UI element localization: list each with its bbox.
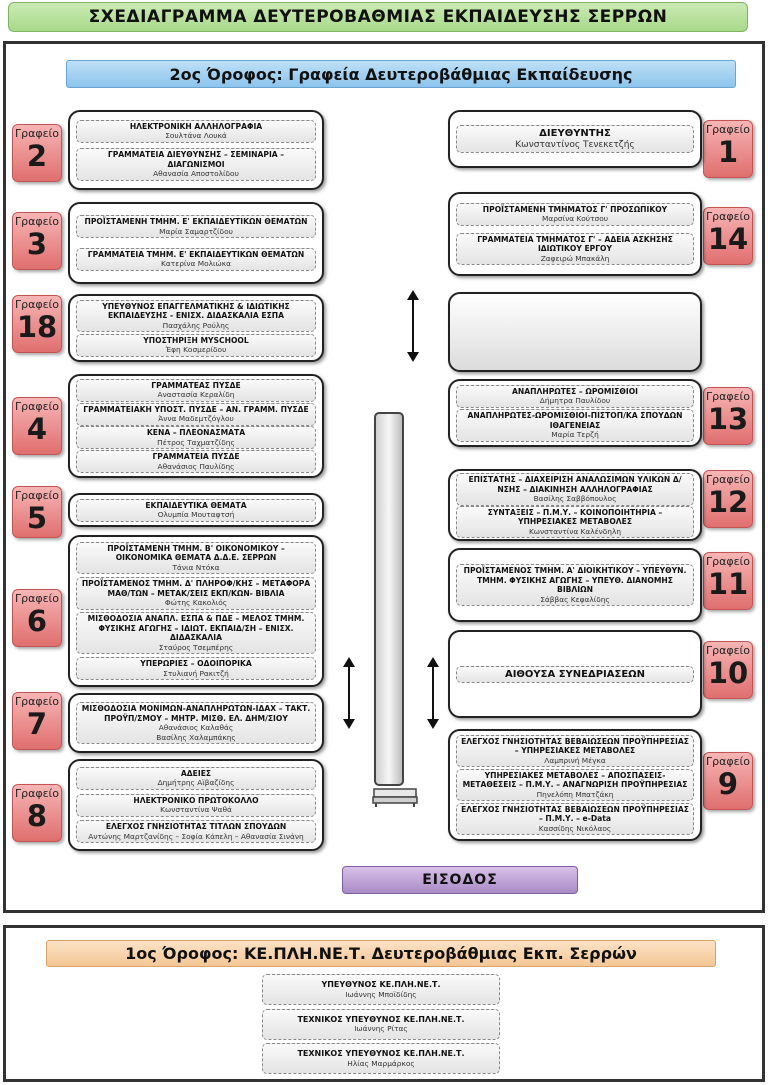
- office-label: Γραφείο: [14, 787, 60, 800]
- staff-name: Πηνελόπη Μπατζάκη: [536, 789, 614, 799]
- staff-entry: [76, 248, 316, 271]
- staff-entry: [456, 803, 694, 836]
- staff-entry: [76, 702, 316, 744]
- staff-name: Λαμπρινή Μέγκα: [544, 755, 606, 765]
- staff-role: ΥΠΕΡΩΡΙΕΣ – ΟΔΟΙΠΟΡΙΚΑ: [140, 659, 252, 669]
- office-number: 18: [16, 310, 58, 344]
- office-group: [68, 110, 324, 190]
- staff-name: Ολυμπία Μουταφτσή: [157, 510, 235, 519]
- staff-role: ΠΡΟΪΣΤΑΜΕΝΟΣ ΤΜΗΜ. Α' ΔΙΟΙΚΗΤΙΚΟΥ – ΥΠΕΥΘΥΝ. ΤΜΗΜ. ΦΥΣΙΚΗΣ ΑΓΩΓΗΣ – ΥΠΕΥΘ. ΔΙΑΝΟΜΗΣ ΒΙΒΛΙΩΝ: [463, 566, 687, 594]
- staff-role: ΥΠΕΥΘΥΝΟΣ ΕΠΑΓΓΕΛΜΑΤΙΚΗΣ & ΙΔΙΩΤΙΚΗΣ ΕΚΠΑΙΔΕΥΣΗΣ - ΕΝΙΣΧ. ΔΙΔΑΣΚΑΛΙΑ ΕΣΠΑ: [102, 301, 290, 320]
- staff-name: Ζαφειρώ Μπακάλη: [540, 253, 610, 263]
- staff-name: Κατερίνα Μολιώκα: [161, 259, 231, 269]
- staff-entry: [456, 769, 694, 802]
- staff-role: ΕΛΕΓΧΟΣ ΓΝΗΣΙΟΤΗΤΑΣ ΒΕΒΑΙΩΣΕΩΝ ΠΡΟΫΠΗΡΕΣΙΑΣ – Π.Μ.Υ. – e-Data: [461, 804, 689, 824]
- office-label: Γραφείο: [14, 400, 60, 413]
- staff-entry: ΤΕΧΝΙΚΟΣ ΥΠΕΥΘΥΝΟΣ ΚΕ.ΠΛΗ.ΝΕ.Τ. Ιωάννης Ρίτας: [262, 1009, 500, 1040]
- staff-entry: [456, 409, 694, 442]
- floor-1-title: 1ος Όροφος: ΚΕ.ΠΛΗ.ΝΕ.Τ. Δευτεροβάθμιας Εκπ. Σερρών: [46, 940, 716, 967]
- staff-name: Δήμητρα Παυλίδου: [539, 396, 611, 405]
- office-label: Γραφείο: [705, 123, 751, 136]
- staff-role: ΕΛΕΓΧΟΣ ΓΝΗΣΙΟΤΗΤΑΣ ΤΙΤΛΩΝ ΣΠΟΥΔΩΝ: [105, 822, 287, 832]
- office-label: Γραφείο: [14, 489, 60, 502]
- staff-entry: [76, 499, 316, 522]
- bench-icon: [372, 787, 418, 807]
- office-number: 10: [707, 656, 749, 690]
- office-tag: [703, 552, 753, 610]
- staff-name: Σάββας Κεφαλίδης: [540, 594, 610, 604]
- office-number: 8: [26, 799, 48, 833]
- office-number: 5: [26, 501, 48, 535]
- staff-entry: [456, 735, 694, 768]
- office-tag: [703, 752, 753, 810]
- office-number: 1: [717, 135, 739, 169]
- staff-name: Πασχάλης Ρούλης: [162, 320, 230, 330]
- staff-name: Σταύρος Τσεμπέρης: [158, 642, 234, 652]
- staff-role: ΗΛΕΚΤΡΟΝΙΚΗ ΑΛΛΗΛΟΓΡΑΦΙΑ: [129, 121, 263, 131]
- double-arrow-icon: [426, 657, 440, 729]
- office-group: [448, 729, 702, 841]
- office-label: Γραφείο: [705, 755, 751, 768]
- staff-entry: [76, 657, 316, 680]
- staff-role: ΕΛΕΓΧΟΣ ΓΝΗΣΙΟΤΗΤΑΣ ΒΕΒΑΙΩΣΕΩΝ ΠΡΟΫΠΗΡΕΣΙΑΣ – ΥΠΗΡΕΣΙΑΚΕΣ ΜΕΤΑΒΟΛΕΣ: [461, 736, 689, 756]
- office-tag: [12, 486, 62, 538]
- staff-role: ΥΠΗΡΕΣΙΑΚΕΣ ΜΕΤΑΒΟΛΕΣ – ΑΠΟΣΠΑΣΕΙΣ- ΜΕΤΑΘΕΣΕΙΣ – Π.Μ.Υ. – ΑΝΑΓΝΩΡΙΣΗ ΠΡΟΫΠΗΡΕΣΙΑΣ: [462, 770, 688, 790]
- staff-entry: [76, 300, 316, 333]
- office-tag: [12, 589, 62, 647]
- double-arrow-icon: [406, 290, 420, 362]
- staff-name: Σουλτάνα Λουκά: [165, 131, 227, 140]
- staff-entry: [456, 666, 694, 683]
- office-group: [68, 294, 324, 362]
- staff-entry: [456, 125, 694, 153]
- office-number: 2: [26, 139, 48, 173]
- office-label: Γραφείο: [14, 127, 60, 140]
- staff-name: Μαρία Σαμαρτζίδου: [159, 226, 233, 236]
- office-group: [448, 469, 702, 541]
- staff-name: Αντώνης Μαρτζανίδης – Σοφία Κάπελη – Αθανασία Σινάνη: [88, 831, 304, 841]
- office-group: [448, 630, 702, 718]
- staff-role: ΓΡΑΜΜΑΤΕΙΑ ΔΙΕΥΘΥΝΣΗΣ – ΣΕΜΙΝΑΡΙΑ – ΔΙΑΓΩΝΙΣΜΟΙ: [107, 150, 285, 169]
- staff-role: ΗΛΕΚΤΡΟΝΙΚΟ ΠΡΩΤΟΚΟΛΛΟ: [133, 795, 259, 805]
- office-number: 6: [26, 604, 48, 638]
- office-group: [448, 548, 702, 622]
- staff-role: ΓΡΑΜΜΑΤΕΙΑΚΗ ΥΠΟΣΤ. ΠΥΣΔΕ – ΑΝ. ΓΡΑΜΜ. ΠΥΣΔΕ: [83, 404, 309, 414]
- office-group: [448, 379, 702, 447]
- staff-role: ΕΠΙΣΤΑΤΗΣ – ΔΙΑΧΕΙΡΙΣΗ ΑΝΑΛΩΣΙΜΩΝ ΥΛΙΚΩΝ Δ/ΝΣΗΣ – ΔΙΑΚΙΝΗΣΗ ΑΛΛΗΛΟΓΡΑΦΙΑΣ: [468, 475, 682, 494]
- staff-name: Αθανάσιος Παυλίδης: [157, 461, 235, 471]
- staff-name: Κωνσταντίνα Καλένδηλη: [528, 526, 622, 536]
- staff-name: Πέτρος Ταχματζίδης: [157, 437, 235, 447]
- staff-role: ΥΠΟΣΤΗΡΙΞΗ MYSCHOOL: [143, 335, 249, 345]
- office-number: 12: [707, 485, 749, 519]
- staff-name: Δημήτρης Αϊβαζίδης: [157, 778, 235, 788]
- office-label: Γραφείο: [14, 215, 60, 228]
- staff-role: ΕΚΠΑΙΔΕΥΤΙΚΑ ΘΕΜΑΤΑ: [145, 500, 247, 510]
- floor-2-title: 2ος Όροφος: Γραφεία Δευτεροβάθμιας Εκπαίδευσης: [66, 60, 736, 88]
- staff-name: Μαρσίνα Κούτσου: [541, 214, 609, 224]
- staff-entry: [76, 612, 316, 654]
- staff-name: Μαρία Τερζή: [551, 430, 599, 439]
- staff-role: ΑΝΑΠΛΗΡΩΤΕΣ-ΩΡΟΜΙΣΘΙΟΙ-ΠΙΣΤΟΠ/ΚΑ ΣΠΟΥΔΩΝ ΙΘΑΓΕΝΕΙΑΣ: [467, 411, 683, 430]
- office-tag: [12, 212, 62, 270]
- office-group: [448, 110, 702, 168]
- kepl-staff-list: [262, 974, 500, 1074]
- staff-role: ΔΙΕΥΘΥΝΤΗΣ: [539, 128, 611, 139]
- office-tag: [12, 295, 62, 353]
- office-number: 7: [26, 707, 48, 741]
- staff-entry: ΤΕΧΝΙΚΟΣ ΥΠΕΥΘΥΝΟΣ ΚΕ.ΠΛΗ.ΝΕ.Τ. Ηλίας Μαρμάρκος: [262, 1043, 500, 1074]
- staff-entry: [76, 426, 316, 449]
- staff-role: ΓΡΑΜΜΑΤΕΙΑ ΤΜΗΜ. Ε' ΕΚΠΑΙΔΕΥΤΙΚΩΝ ΘΕΜΑΤΩΝ: [87, 249, 305, 259]
- staff-entry: [456, 506, 694, 539]
- double-arrow-icon: [342, 657, 356, 729]
- staff-entry: [76, 148, 316, 181]
- staff-entry: [456, 385, 694, 408]
- staff-role: ΑΙΘΟΥΣΑ ΣΥΝΕΔΡΙΑΣΕΩΝ: [504, 668, 646, 680]
- office-tag: [12, 692, 62, 750]
- staff-entry: [76, 542, 316, 575]
- office-number: 3: [26, 227, 48, 261]
- floor-1-plan: [3, 925, 765, 1082]
- staff-role: ΠΡΟΪΣΤΑΜΕΝΗ ΤΜΗΜ. Β' ΟΙΚΟΝΟΜΙΚΟΥ – ΟΙΚΟΝΟΜΙΚΑ ΘΕΜΑΤΑ Δ.Δ.Ε. ΣΕΡΡΩΝ: [107, 543, 285, 563]
- staff-entry: [76, 794, 316, 817]
- staff-role: ΠΡΟΪΣΤΑΜΕΝΗ ΤΜΗΜ. Ε' ΕΚΠΑΙΔΕΥΤΙΚΩΝ ΘΕΜΑΤΩΝ: [84, 217, 308, 227]
- staff-role: ΚΕΝΑ – ΠΛΕΟΝΑΣΜΑΤΑ: [146, 428, 246, 438]
- staff-name: Βασίλης Χαλαμπάκης: [156, 732, 236, 742]
- staff-name: Αθανάσιος Καλαθάς: [158, 723, 234, 732]
- staff-role: ΓΡΑΜΜΑΤΕΙΑ ΠΥΣΔΕ: [152, 452, 240, 462]
- office-number: 13: [707, 402, 749, 436]
- staff-entry: ΥΠΕΥΘΥΝΟΣ ΚΕ.ΠΛΗ.ΝΕ.Τ. Ιωάννης Μποϊδίδης: [262, 974, 500, 1005]
- office-group: [448, 192, 702, 276]
- office-label: Γραφείο: [14, 298, 60, 311]
- office-label: Γραφείο: [705, 555, 751, 568]
- staff-entry: [76, 767, 316, 790]
- staff-entry: [456, 564, 694, 606]
- office-number: 14: [707, 222, 749, 256]
- office-group: [68, 693, 324, 753]
- office-group: [68, 202, 324, 284]
- office-tag: [12, 784, 62, 842]
- staff-role: ΜΙΣΘΟΔΟΣΙΑ ΜΟΝΙΜΩΝ-ΑΝΑΠΛΗΡΩΤΩΝ-ΙΔΑΧ – ΤΑΚΤ. ΠΡΟΫΠ/ΣΜΟΥ – ΜΗΤΡ. ΜΙΣΘ. ΕΛ. ΔΗΜ/ΣΙΟΥ: [81, 704, 311, 723]
- staff-entry: [76, 379, 316, 402]
- staff-role: ΣΥΝΤΑΞΕΙΣ – Π.Μ.Υ. – ΚΟΙΝΟΠΟΙΗΤΗΡΙΑ – ΥΠΗΡΕΣΙΑΚΕΣ ΜΕΤΑΒΟΛΕΣ: [487, 507, 663, 526]
- floor-2-plan: [3, 41, 765, 913]
- staff-role: ΓΡΑΜΜΑΤΕΙΑ ΤΜΗΜΑΤΟΣ Γ' – ΑΔΕΙΑ ΑΣΚΗΣΗΣ ΙΔΙΩΤΙΚΟΥ ΕΡΓΟΥ: [477, 234, 673, 254]
- office-group: [68, 535, 324, 687]
- office-label: Γραφείο: [705, 210, 751, 223]
- staff-name: Βασίλης Σαββόπουλος: [533, 494, 617, 503]
- staff-role: ΠΡΟΪΣΤΑΜΕΝΟΣ ΤΜΗΜ. Δ' ΠΛΗΡΟΦ/ΚΗΣ – ΜΕΤΑΦΟΡΑ ΜΑΘ/ΤΩΝ – ΜΕΤΑΚ/ΣΕΙΣ ΕΚΠ/ΚΩΝ- ΒΙΒΛΙΑ: [81, 579, 311, 598]
- entrance-label: ΕΙΣΟΔΟΣ: [342, 866, 578, 894]
- office-tag: [703, 120, 753, 178]
- staff-role: ΑΔΕΙΕΣ: [180, 768, 212, 778]
- staff-name: Κωνσταντίνα Ψαθά: [160, 805, 232, 814]
- staff-entry: [76, 820, 316, 843]
- staff-name: Φώτης Κακολιός: [164, 598, 228, 608]
- office-group: [68, 374, 324, 478]
- staff-name: Στυλιανή Ρακιτζή: [163, 668, 229, 678]
- office-tag: [703, 641, 753, 699]
- office-label: Γραφείο: [14, 592, 60, 605]
- office-group: [68, 759, 324, 851]
- empty-room: [448, 292, 702, 372]
- staff-entry: [456, 233, 694, 266]
- staff-entry: [456, 473, 694, 506]
- staff-role: ΠΡΟΪΣΤΑΜΕΝΗ ΤΜΗΜΑΤΟΣ Γ' ΠΡΟΣΩΠΙΚΟΥ: [482, 204, 668, 214]
- office-label: Γραφείο: [705, 644, 751, 657]
- office-group: [68, 493, 324, 527]
- office-label: Γραφείο: [14, 695, 60, 708]
- office-number: 4: [26, 412, 48, 446]
- office-tag: [703, 387, 753, 445]
- staff-name: Αθανασία Αποστολίδου: [153, 169, 239, 178]
- staff-entry: [76, 120, 316, 143]
- staff-name: Έφη Κοσμερίδου: [165, 345, 227, 354]
- staff-name: Τάνια Ντόκα: [172, 562, 220, 572]
- staff-role: ΓΡΑΜΜΑΤΕΑΣ ΠΥΣΔΕ: [151, 380, 241, 390]
- staff-entry: [76, 450, 316, 473]
- staff-entry: [456, 203, 694, 226]
- office-tag: [703, 207, 753, 265]
- office-tag: [12, 397, 62, 455]
- staff-entry: [76, 577, 316, 610]
- page-title: ΣΧΕΔΙΑΓΡΑΜΜΑ ΔΕΥΤΕΡΟΒΑΘΜΙΑΣ ΕΚΠΑΙΔΕΥΣΗΣ ΣΕΡΡΩΝ: [8, 2, 748, 32]
- office-tag: [703, 470, 753, 528]
- staff-name: Άννα Μαδεμτζόγλου: [158, 414, 234, 424]
- staff-entry: [76, 334, 316, 357]
- corridor: [374, 412, 404, 786]
- office-number: 11: [707, 567, 749, 601]
- staff-name: Αναστασία Κεραλίδη: [157, 390, 235, 400]
- staff-name: Κωνσταντίνος Τενεκετζής: [515, 140, 635, 150]
- staff-name: Κασσίδης Νικόλαος: [538, 823, 612, 833]
- staff-role: ΑΝΑΠΛΗΡΩΤΕΣ – ΩΡΟΜΙΣΘΙΟΙ: [512, 386, 638, 396]
- staff-entry: [76, 403, 316, 426]
- staff-entry: [76, 215, 316, 238]
- staff-role: ΜΙΣΘΟΔΟΣΙΑ ΑΝΑΠΛ. ΕΣΠΑ & ΠΔΕ – ΜΕΛΟΣ ΤΜΗΜ. ΦΥΣΙΚΗΣ ΑΓΩΓΗΣ – ΙΔΙΩΤ. ΕΚΠΑΙΔ/ΣΗ – ΕΝΙΣΧ. ΔΙΔΑΣΚΑΛΙΑ: [87, 614, 305, 643]
- office-tag: [12, 124, 62, 182]
- office-label: Γραφείο: [705, 473, 751, 486]
- office-label: Γραφείο: [705, 390, 751, 403]
- office-number: 9: [717, 767, 739, 801]
